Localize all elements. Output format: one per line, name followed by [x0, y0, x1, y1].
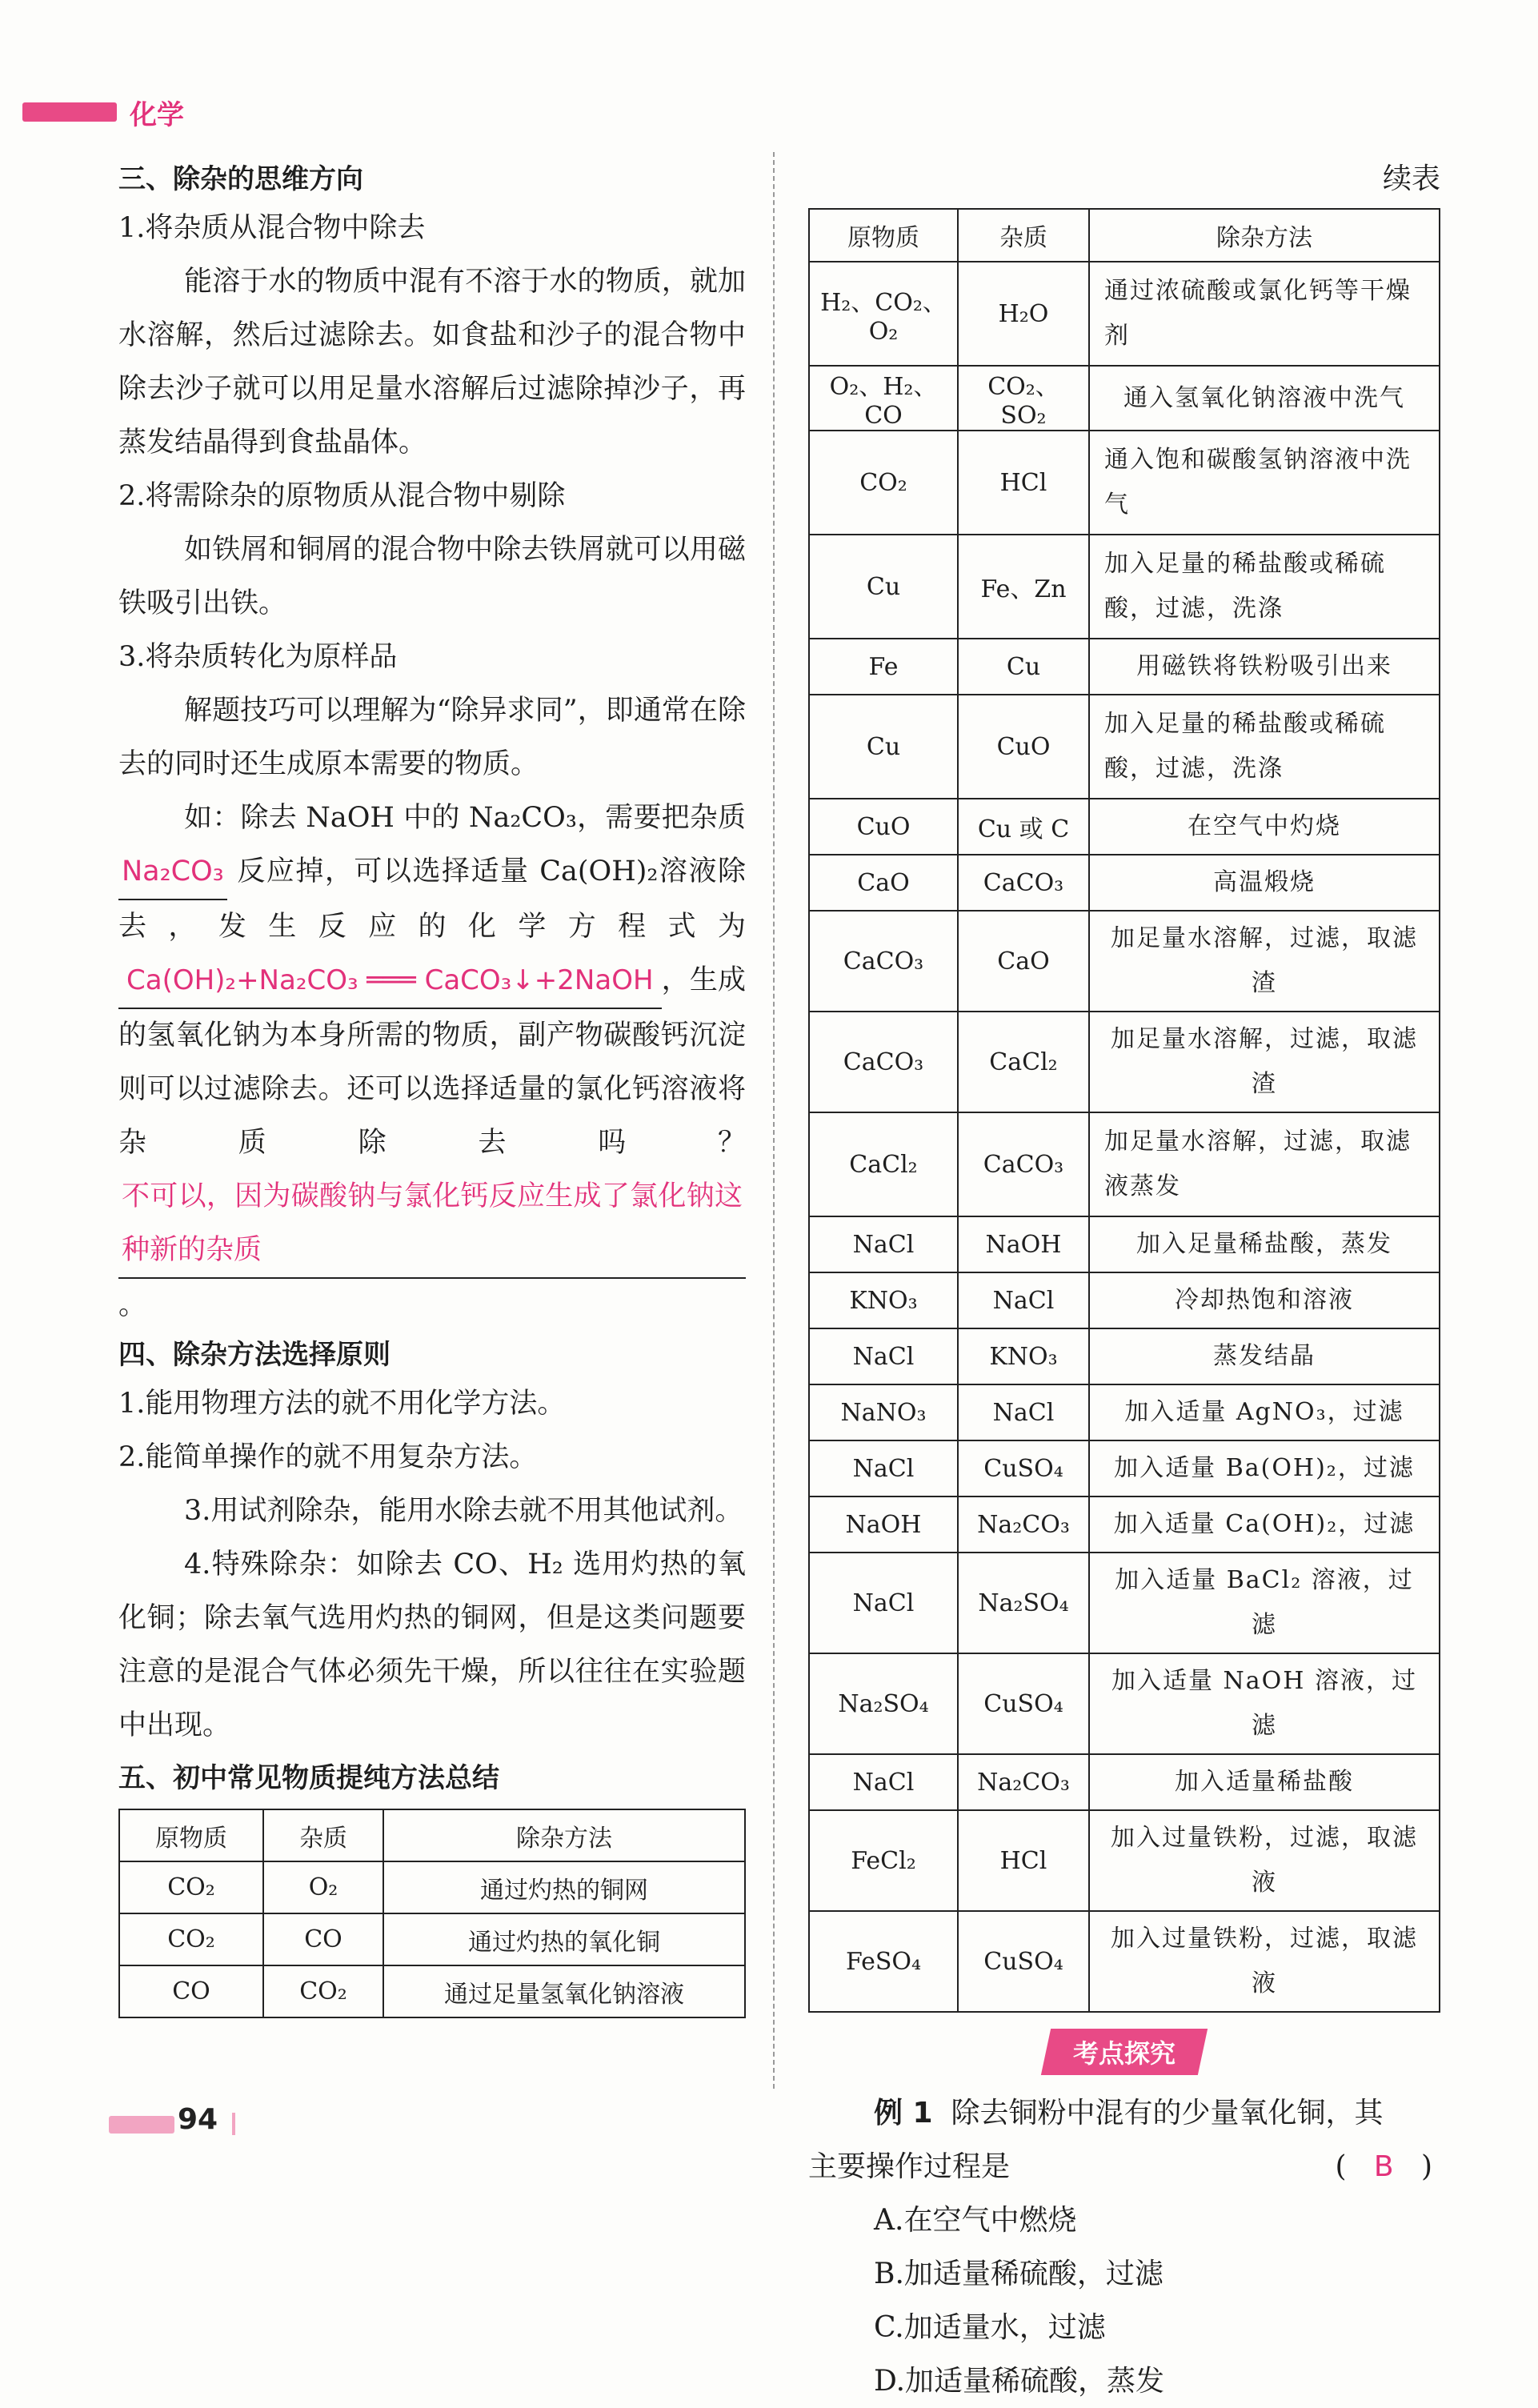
cell-original: NaCl — [809, 1754, 958, 1810]
cell-method: 加入适量 Ba(OH)₂，过滤 — [1089, 1440, 1440, 1496]
cell-method: 在空气中灼烧 — [1089, 799, 1440, 855]
cell-method: 加入足量的稀盐酸或稀硫酸，过滤，洗涤 — [1089, 535, 1440, 639]
table-header-row — [809, 209, 1440, 262]
cell-impurity: Na₂SO₄ — [958, 1553, 1089, 1653]
right-column — [808, 157, 1440, 2408]
table-row — [119, 1913, 745, 1965]
cell-original: CuO — [809, 799, 958, 855]
cell-method: 通过浓硫酸或氯化钙等干燥剂 — [1089, 262, 1440, 366]
cell-method: 加入过量铁粉，过滤，取滤液 — [1089, 1911, 1440, 2012]
cell-impurity: CuO — [958, 695, 1089, 799]
table-row — [809, 1754, 1440, 1810]
table-row — [809, 695, 1440, 799]
cell-method: 加入过量铁粉，过滤，取滤液 — [1089, 1810, 1440, 1911]
table-row — [809, 1810, 1440, 1911]
section-4-heading: 四、除杂方法选择原则 — [118, 1339, 391, 1371]
cell-impurity: NaOH — [958, 1216, 1089, 1272]
cell-method: 加入足量稀盐酸，蒸发 — [1089, 1216, 1440, 1272]
cell-method: 加入足量的稀盐酸或稀硫酸，过滤，洗涤 — [1089, 695, 1440, 799]
page-number: 94 — [178, 2103, 218, 2136]
header-original: 原物质 — [809, 209, 958, 262]
section-3-3-question: 如：除去 NaOH 中的 Na₂CO₃，需要把杂质 Na₂CO₃ 反应掉，可以选择适量 Ca(OH)₂溶液除去，发生反应的化学方程式为 Ca(OH)₂+Na₂CO₃ ═══ CaCO₃↓+2NaOH ，生成的氢氧化钠为本身所需的物质，副产物碳酸钙沉淀则可以过滤除去。还可以选择适量的氯化钙溶液将杂质除去吗？不可以，因为碳酸钠与氯化钙反应生成了氯化钠这种新的杂质。 — [118, 802, 746, 1321]
cell-impurity: HCl — [958, 1810, 1089, 1911]
cell-original: Cu — [809, 695, 958, 799]
table-row — [809, 799, 1440, 855]
option-a: A.在空气中燃烧 — [874, 2204, 1077, 2237]
answer-bracket: ( B ) — [1335, 2150, 1432, 2183]
cell-impurity: CO₂、SO₂ — [958, 366, 1089, 431]
section-3-1-title: 1.将杂质从混合物中除去 — [118, 212, 426, 244]
example-question-line-2: 主要操作过程是 ( B ) — [808, 2140, 1440, 2194]
section-3-3-title: 3.将杂质转化为原样品 — [118, 641, 398, 673]
badge-container — [808, 2029, 1440, 2075]
table-row — [809, 855, 1440, 911]
table-row — [809, 262, 1440, 366]
header-impurity: 杂质 — [263, 1809, 383, 1861]
cell-original: FeSO₄ — [809, 1911, 958, 2012]
table-row — [809, 1553, 1440, 1653]
cell-original: NaCl — [809, 1440, 958, 1496]
cell-impurity: HCl — [958, 431, 1089, 535]
cell-impurity: CO — [263, 1913, 383, 1965]
cell-original: NaNO₃ — [809, 1384, 958, 1440]
table-row — [809, 1012, 1440, 1112]
section-4-rule-1: 1.能用物理方法的就不用化学方法。 — [118, 1388, 566, 1420]
table-row — [809, 535, 1440, 639]
table-row — [119, 1965, 745, 2017]
example-label: 例 1 — [874, 2097, 933, 2130]
cell-impurity: CO₂ — [263, 1965, 383, 2017]
cell-original: CaCO₃ — [809, 1012, 958, 1112]
cell-original: CO₂ — [119, 1913, 263, 1965]
cell-method: 加入适量 AgNO₃，过滤 — [1089, 1384, 1440, 1440]
cell-original: CaCO₃ — [809, 911, 958, 1012]
cell-original: Na₂SO₄ — [809, 1653, 958, 1754]
section-3-2-text: 如铁屑和铜屑的混合物中除去铁屑就可以用磁铁吸引出铁。 — [118, 534, 746, 619]
cell-method: 加足量水溶解，过滤，取滤渣 — [1089, 1012, 1440, 1112]
table-row — [809, 1911, 1440, 2012]
cell-original: CO — [119, 1965, 263, 2017]
cell-method: 通入氢氧化钠溶液中洗气 — [1089, 366, 1440, 431]
cell-impurity: KNO₃ — [958, 1328, 1089, 1384]
cell-impurity: Na₂CO₃ — [958, 1754, 1089, 1810]
cell-original: NaCl — [809, 1328, 958, 1384]
page-number-tick — [232, 2113, 235, 2135]
cell-impurity: CaCO₃ — [958, 855, 1089, 911]
purification-table-part-2 — [808, 208, 1440, 2013]
cell-method: 加入适量 Ca(OH)₂，过滤 — [1089, 1496, 1440, 1553]
table-row — [809, 1272, 1440, 1328]
table-row — [809, 911, 1440, 1012]
example-question: 例 1 除去铜粉中混有的少量氧化铜，其 — [874, 2097, 1384, 2130]
cell-impurity: Na₂CO₃ — [958, 1496, 1089, 1553]
header-impurity: 杂质 — [958, 209, 1089, 262]
cell-impurity: CaCl₂ — [958, 1012, 1089, 1112]
cell-original: CaCl₂ — [809, 1112, 958, 1216]
cell-impurity: H₂O — [958, 262, 1089, 366]
cell-method: 通过灼热的氧化铜 — [383, 1913, 745, 1965]
cell-impurity: CuSO₄ — [958, 1911, 1089, 2012]
cell-method: 加入适量 NaOH 溶液，过滤 — [1089, 1653, 1440, 1754]
answer-blank-equation: Ca(OH)₂+Na₂CO₃ ═══ CaCO₃↓+2NaOH — [118, 954, 662, 1009]
section-3-1-text: 能溶于水的物质中混有不溶于水的物质，就加水溶解，然后过滤除去。如食盐和沙子的混合物中除去沙子就可以用足量水溶解后过滤除掉沙子，再蒸发结晶得到食盐晶体。 — [118, 266, 746, 459]
section-3-2-title: 2.将需除杂的原物质从混合物中剔除 — [118, 480, 566, 512]
header-method: 除杂方法 — [383, 1809, 745, 1861]
table-header-row — [119, 1809, 745, 1861]
cell-original: FeCl₂ — [809, 1810, 958, 1911]
cell-original: Fe — [809, 639, 958, 695]
table-row — [809, 1216, 1440, 1272]
section-5-heading: 五、初中常见物质提纯方法总结 — [118, 1762, 499, 1794]
option-c: C.加适量水，过滤 — [874, 2311, 1106, 2344]
cell-original: CaO — [809, 855, 958, 911]
cell-method: 加足量水溶解，过滤，取滤渣 — [1089, 911, 1440, 1012]
section-4-rule-2: 2.能简单操作的就不用复杂方法。 — [118, 1441, 538, 1473]
cell-original: CO₂ — [119, 1861, 263, 1913]
header-original: 原物质 — [119, 1809, 263, 1861]
cell-original: KNO₃ — [809, 1272, 958, 1328]
cell-method: 加入适量稀盐酸 — [1089, 1754, 1440, 1810]
table-row — [809, 1384, 1440, 1440]
section-3-3-text: 解题技巧可以理解为“除异求同”，即通常在除去的同时还生成原本需要的物质。 — [118, 695, 746, 780]
cell-original: H₂、CO₂、O₂ — [809, 262, 958, 366]
table-row — [809, 1328, 1440, 1384]
continued-table-label: 续表 — [1382, 162, 1440, 195]
cell-impurity: Fe、Zn — [958, 535, 1089, 639]
page-number-bar — [109, 2116, 174, 2134]
section-3-heading: 三、除杂的思维方向 — [118, 163, 363, 195]
table-row — [809, 431, 1440, 535]
cell-method: 冷却热饱和溶液 — [1089, 1272, 1440, 1328]
section-4-rule-4: 4.特殊除杂：如除去 CO、H₂ 选用灼热的氧化铜；除去氧气选用灼热的铜网，但是这类问题要注意的是混合气体必须先干燥，所以往往在实验题中出现。 — [118, 1549, 746, 1741]
table-row — [119, 1861, 745, 1913]
section-badge: 考点探究 — [1041, 2029, 1208, 2075]
cell-method: 通入饱和碳酸氢钠溶液中洗气 — [1089, 431, 1440, 535]
option-b: B.加适量稀硫酸，过滤 — [874, 2258, 1164, 2290]
table-row — [809, 639, 1440, 695]
header-color-bar — [22, 102, 117, 122]
cell-impurity: CuSO₄ — [958, 1653, 1089, 1754]
cell-method: 加入适量 BaCl₂ 溶液，过滤 — [1089, 1553, 1440, 1653]
cell-original: CO₂ — [809, 431, 958, 535]
cell-impurity: CaO — [958, 911, 1089, 1012]
column-divider — [773, 152, 775, 2089]
answer-choice: B — [1373, 2150, 1394, 2183]
header-method: 除杂方法 — [1089, 209, 1440, 262]
option-d: D.加适量稀硫酸，蒸发 — [874, 2365, 1165, 2398]
cell-impurity: CuSO₄ — [958, 1440, 1089, 1496]
purification-table-part-1 — [118, 1809, 746, 2018]
cell-impurity: NaCl — [958, 1272, 1089, 1328]
cell-method: 通过灼热的铜网 — [383, 1861, 745, 1913]
table-row — [809, 1440, 1440, 1496]
cell-method: 用磁铁将铁粉吸引出来 — [1089, 639, 1440, 695]
cell-original: O₂、H₂、CO — [809, 366, 958, 431]
cell-original: NaOH — [809, 1496, 958, 1553]
cell-impurity: CaCO₃ — [958, 1112, 1089, 1216]
left-column — [118, 157, 746, 2018]
cell-original: NaCl — [809, 1553, 958, 1653]
cell-impurity: O₂ — [263, 1861, 383, 1913]
table-row — [809, 366, 1440, 431]
cell-original: Cu — [809, 535, 958, 639]
section-4-rule-3: 3.用试剂除杂，能用水除去就不用其他试剂。 — [184, 1495, 743, 1527]
cell-method: 高温煅烧 — [1089, 855, 1440, 911]
answer-blank-3: 不可以，因为碳酸钠与氯化钙反应生成了氯化钠这种新的杂质 — [118, 1170, 746, 1279]
cell-original: NaCl — [809, 1216, 958, 1272]
answer-blank-1: Na₂CO₃ — [118, 845, 227, 900]
cell-method: 加足量水溶解，过滤，取滤液蒸发 — [1089, 1112, 1440, 1216]
cell-impurity: NaCl — [958, 1384, 1089, 1440]
table-row — [809, 1653, 1440, 1754]
table-row — [809, 1112, 1440, 1216]
cell-method: 蒸发结晶 — [1089, 1328, 1440, 1384]
table-row — [809, 1496, 1440, 1553]
subject-label: 化学 — [130, 99, 184, 131]
cell-method: 通过足量氢氧化钠溶液 — [383, 1965, 745, 2017]
cell-impurity: Cu 或 C — [958, 799, 1089, 855]
cell-impurity: Cu — [958, 639, 1089, 695]
